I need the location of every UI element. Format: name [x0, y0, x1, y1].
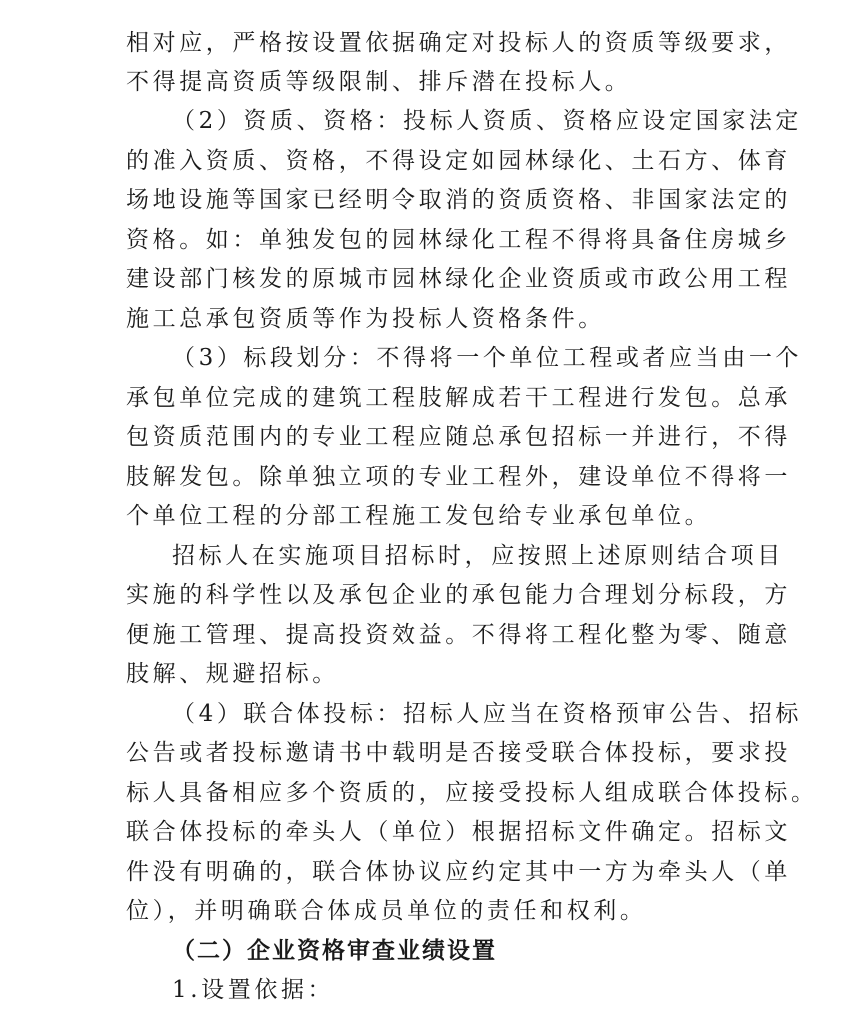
text-line: 承包单位完成的建筑工程肢解成若干工程进行发包。总承 — [126, 385, 791, 411]
text-line: 实施的科学性以及承包企业的承包能力合理划分标段，方 — [126, 582, 791, 608]
text-line: 公告或者投标邀请书中载明是否接受联合体投标，要求投 — [126, 740, 791, 766]
text-line: 场地设施等国家已经明令取消的资质资格、非国家法定的 — [126, 187, 791, 213]
text-line: 相对应，严格按设置依据确定对投标人的资质等级要求， — [126, 30, 791, 56]
text-line: 位），并明确联合体成员单位的责任和权利。 — [126, 898, 647, 924]
section-heading-performance: （二）企业资格审查业绩设置 — [172, 937, 497, 964]
text-line: 资格。如：单独发包的园林绿化工程不得将具备住房城乡 — [126, 227, 791, 253]
paragraph-start: 招标人在实施项目招标时，应按照上述原则结合项目 — [172, 543, 784, 569]
section-heading-consortium: （4）联合体投标：招标人应当在资格预审公告、招标 — [172, 701, 803, 727]
text-line: 建设部门核发的原城市园林绿化企业资质或市政公用工程 — [126, 266, 791, 292]
text-line: 包资质范围内的专业工程应随总承包招标一并进行，不得 — [126, 424, 791, 450]
subsection-heading-basis: 1.设置依据： — [172, 977, 335, 1003]
text-line: 联合体投标的牵头人（单位）根据招标文件确定。招标文 — [126, 819, 791, 845]
text-line: 不得提高资质等级限制、排斥潜在投标人。 — [126, 69, 632, 95]
text-line: 件没有明确的，联合体协议应约定其中一方为牵头人（单 — [126, 859, 791, 885]
text-line: 肢解发包。除单独立项的专业工程外，建设单位不得将一 — [126, 464, 791, 490]
section-heading-qualification: （2）资质、资格：投标人资质、资格应设定国家法定 — [172, 108, 803, 134]
text-line: 标人具备相应多个资质的，应接受投标人组成联合体投标。 — [126, 780, 818, 806]
text-line: 便施工管理、提高投资效益。不得将工程化整为零、随意 — [126, 622, 791, 648]
text-line: 的准入资质、资格，不得设定如园林绿化、土石方、体育 — [126, 148, 791, 174]
text-line: 施工总承包资质等作为投标人资格条件。 — [126, 306, 605, 332]
text-line: 肢解、规避招标。 — [126, 661, 339, 687]
text-line: 个单位工程的分部工程施工发包给专业承包单位。 — [126, 503, 712, 529]
section-heading-bid-sections: （3）标段划分：不得将一个单位工程或者应当由一个 — [172, 345, 803, 371]
